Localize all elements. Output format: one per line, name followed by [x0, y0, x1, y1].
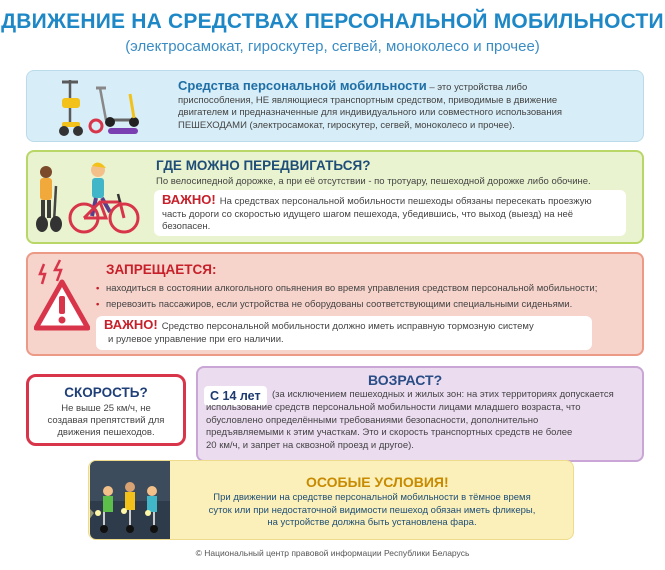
warning-triangle-icon [34, 256, 90, 332]
speed-panel [26, 374, 186, 446]
forbidden-heading: ЗАПРЕЩАЕТСЯ: [106, 262, 217, 277]
list-item: • перевозить пассажиров, если устройства не оборудованы соответствующими специальными сиденьями. [96, 298, 640, 311]
scooters-illustration-icon [52, 74, 152, 138]
night-riders-illustration-icon [90, 461, 170, 539]
age-heading: ВОЗРАСТ? [368, 372, 443, 388]
where-important-label: ВАЖНО! [162, 192, 216, 207]
speed-text: Не выше 25 км/ч, не создавая препятствий для движения пешеходов. [47, 403, 165, 438]
page-subtitle: (электросамокат, гироскутер, сегвей, моноколесо и прочее) [125, 38, 540, 55]
age-badge: С 14 лет [204, 386, 267, 406]
definition-term: Средства персональной мобильности [178, 78, 427, 93]
where-important-box: ВАЖНО! На средствах персональной мобильности пешеходы обязаны пересекать проезжую часть дороги со скоростью идущего шагом пешехода, убедившись, что выход (выезд) на неё безопасен. [154, 190, 626, 236]
special-text: При движении на средстве персональной мобильности в тёмное время суток или при недостаточной видимости пешеход обязан иметь фликеры, на устройстве должна быть установлена фара. [208, 492, 536, 528]
copyright-footer: © Национальный центр правовой информации Республики Беларусь [195, 548, 470, 558]
forbidden-important-box: ВАЖНО! Средство персональной мобильности должно иметь исправную тормозную систему и рулевое управление при его наличии. [96, 316, 592, 350]
segway-bicycle-illustration-icon [32, 160, 142, 238]
speed-heading: СКОРОСТЬ? [64, 385, 148, 400]
age-text-first: (за исключением пешеходных и жилых зон: на этих территориях допускается [272, 389, 614, 400]
age-panel [196, 366, 644, 462]
definition-text: Средства персональной мобильности – это устройства либо приспособления, НЕ являющиеся транспортным средством, приводимые в движение двигателем и предназначенные для индивидуального или совместного использования ПЕШЕХОДАМИ (электросамокат, гироскутер, сегвей, моноколесо и прочее). [178, 78, 563, 131]
special-heading: ОСОБЫЕ УСЛОВИЯ! [306, 474, 449, 490]
forbidden-list [96, 282, 640, 314]
age-text: использование средств персональной мобильности лицами младшего возраста, что обусловлено определёнными требованиями безопасности, дополнительно предъявляемыми к этим участкам. Это и скорость транспортных средств не более 20 км/ч, и запрет на сквозной проезд и другое). [206, 402, 581, 451]
page-title: ДВИЖЕНИЕ НА СРЕДСТВАХ ПЕРСОНАЛЬНОЙ МОБИЛЬНОСТИ [1, 10, 664, 33]
forbidden-important-label: ВАЖНО! [104, 317, 158, 332]
where-text: По велосипедной дорожке, а при её отсутствии - по тротуару, пешеходной дорожке либо обочине. [156, 176, 591, 187]
where-heading: ГДЕ МОЖНО ПЕРЕДВИГАТЬСЯ? [156, 158, 371, 173]
list-item: • находиться в состоянии алкогольного опьянения во время управления средством персональной мобильности; [96, 282, 640, 295]
